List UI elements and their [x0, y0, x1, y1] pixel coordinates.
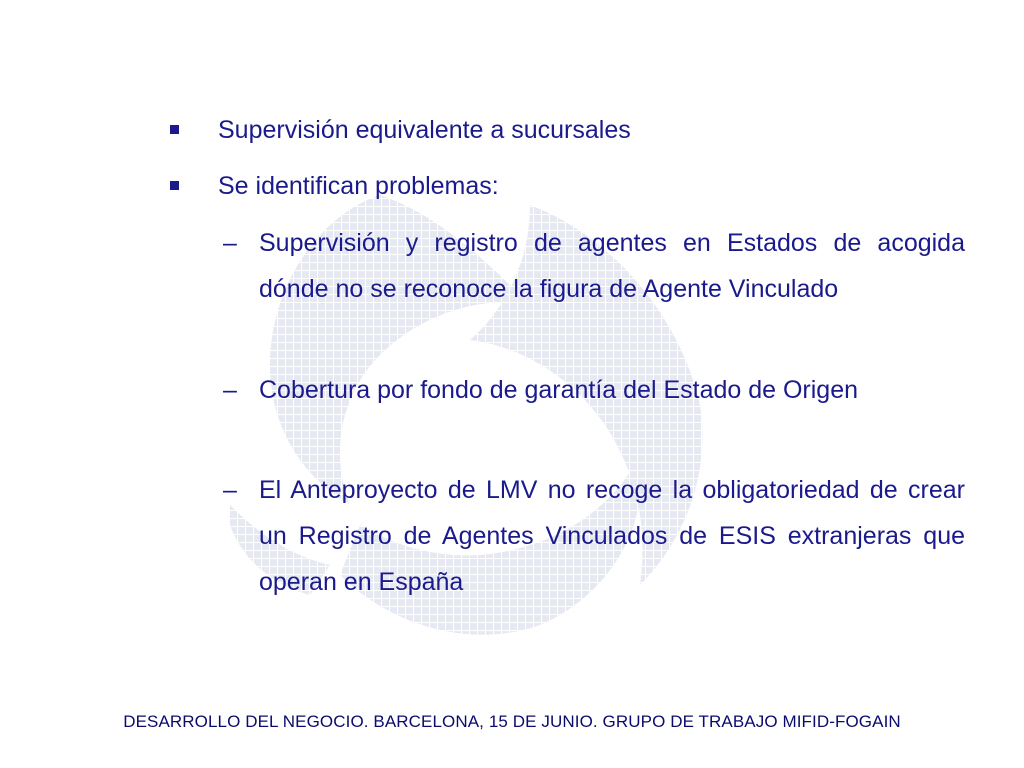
sub-item — [215, 467, 965, 651]
square-bullet-icon — [170, 125, 179, 134]
sub-item — [215, 220, 965, 358]
sub-item-text: El Anteproyecto de LMV no recoge la obligatoriedad de crear un Registro de Agentes Vinculados de ESIS extranjeras que operan en España — [259, 476, 965, 596]
sub-item — [215, 367, 965, 459]
slide-footer: DESARROLLO DEL NEGOCIO. BARCELONA, 15 DE JUNIO. GRUPO DE TRABAJO MIFID-FOGAIN — [123, 712, 901, 731]
bullet-item — [170, 166, 970, 206]
dash-marker: – — [223, 476, 237, 504]
bullet-item — [170, 110, 970, 150]
square-bullet-icon — [170, 181, 179, 190]
sub-item-text: Supervisión y registro de agentes en Estados de acogida dónde no se reconoce la figura de Agente Vinculado — [259, 229, 965, 303]
sub-item-text: Cobertura por fondo de garantía del Estado de Origen — [259, 376, 859, 404]
dash-marker: – — [223, 229, 237, 257]
bullet-text: Se identifican problemas: — [218, 172, 499, 200]
dash-marker: – — [223, 376, 237, 404]
bullet-text: Supervisión equivalente a sucursales — [218, 116, 631, 144]
